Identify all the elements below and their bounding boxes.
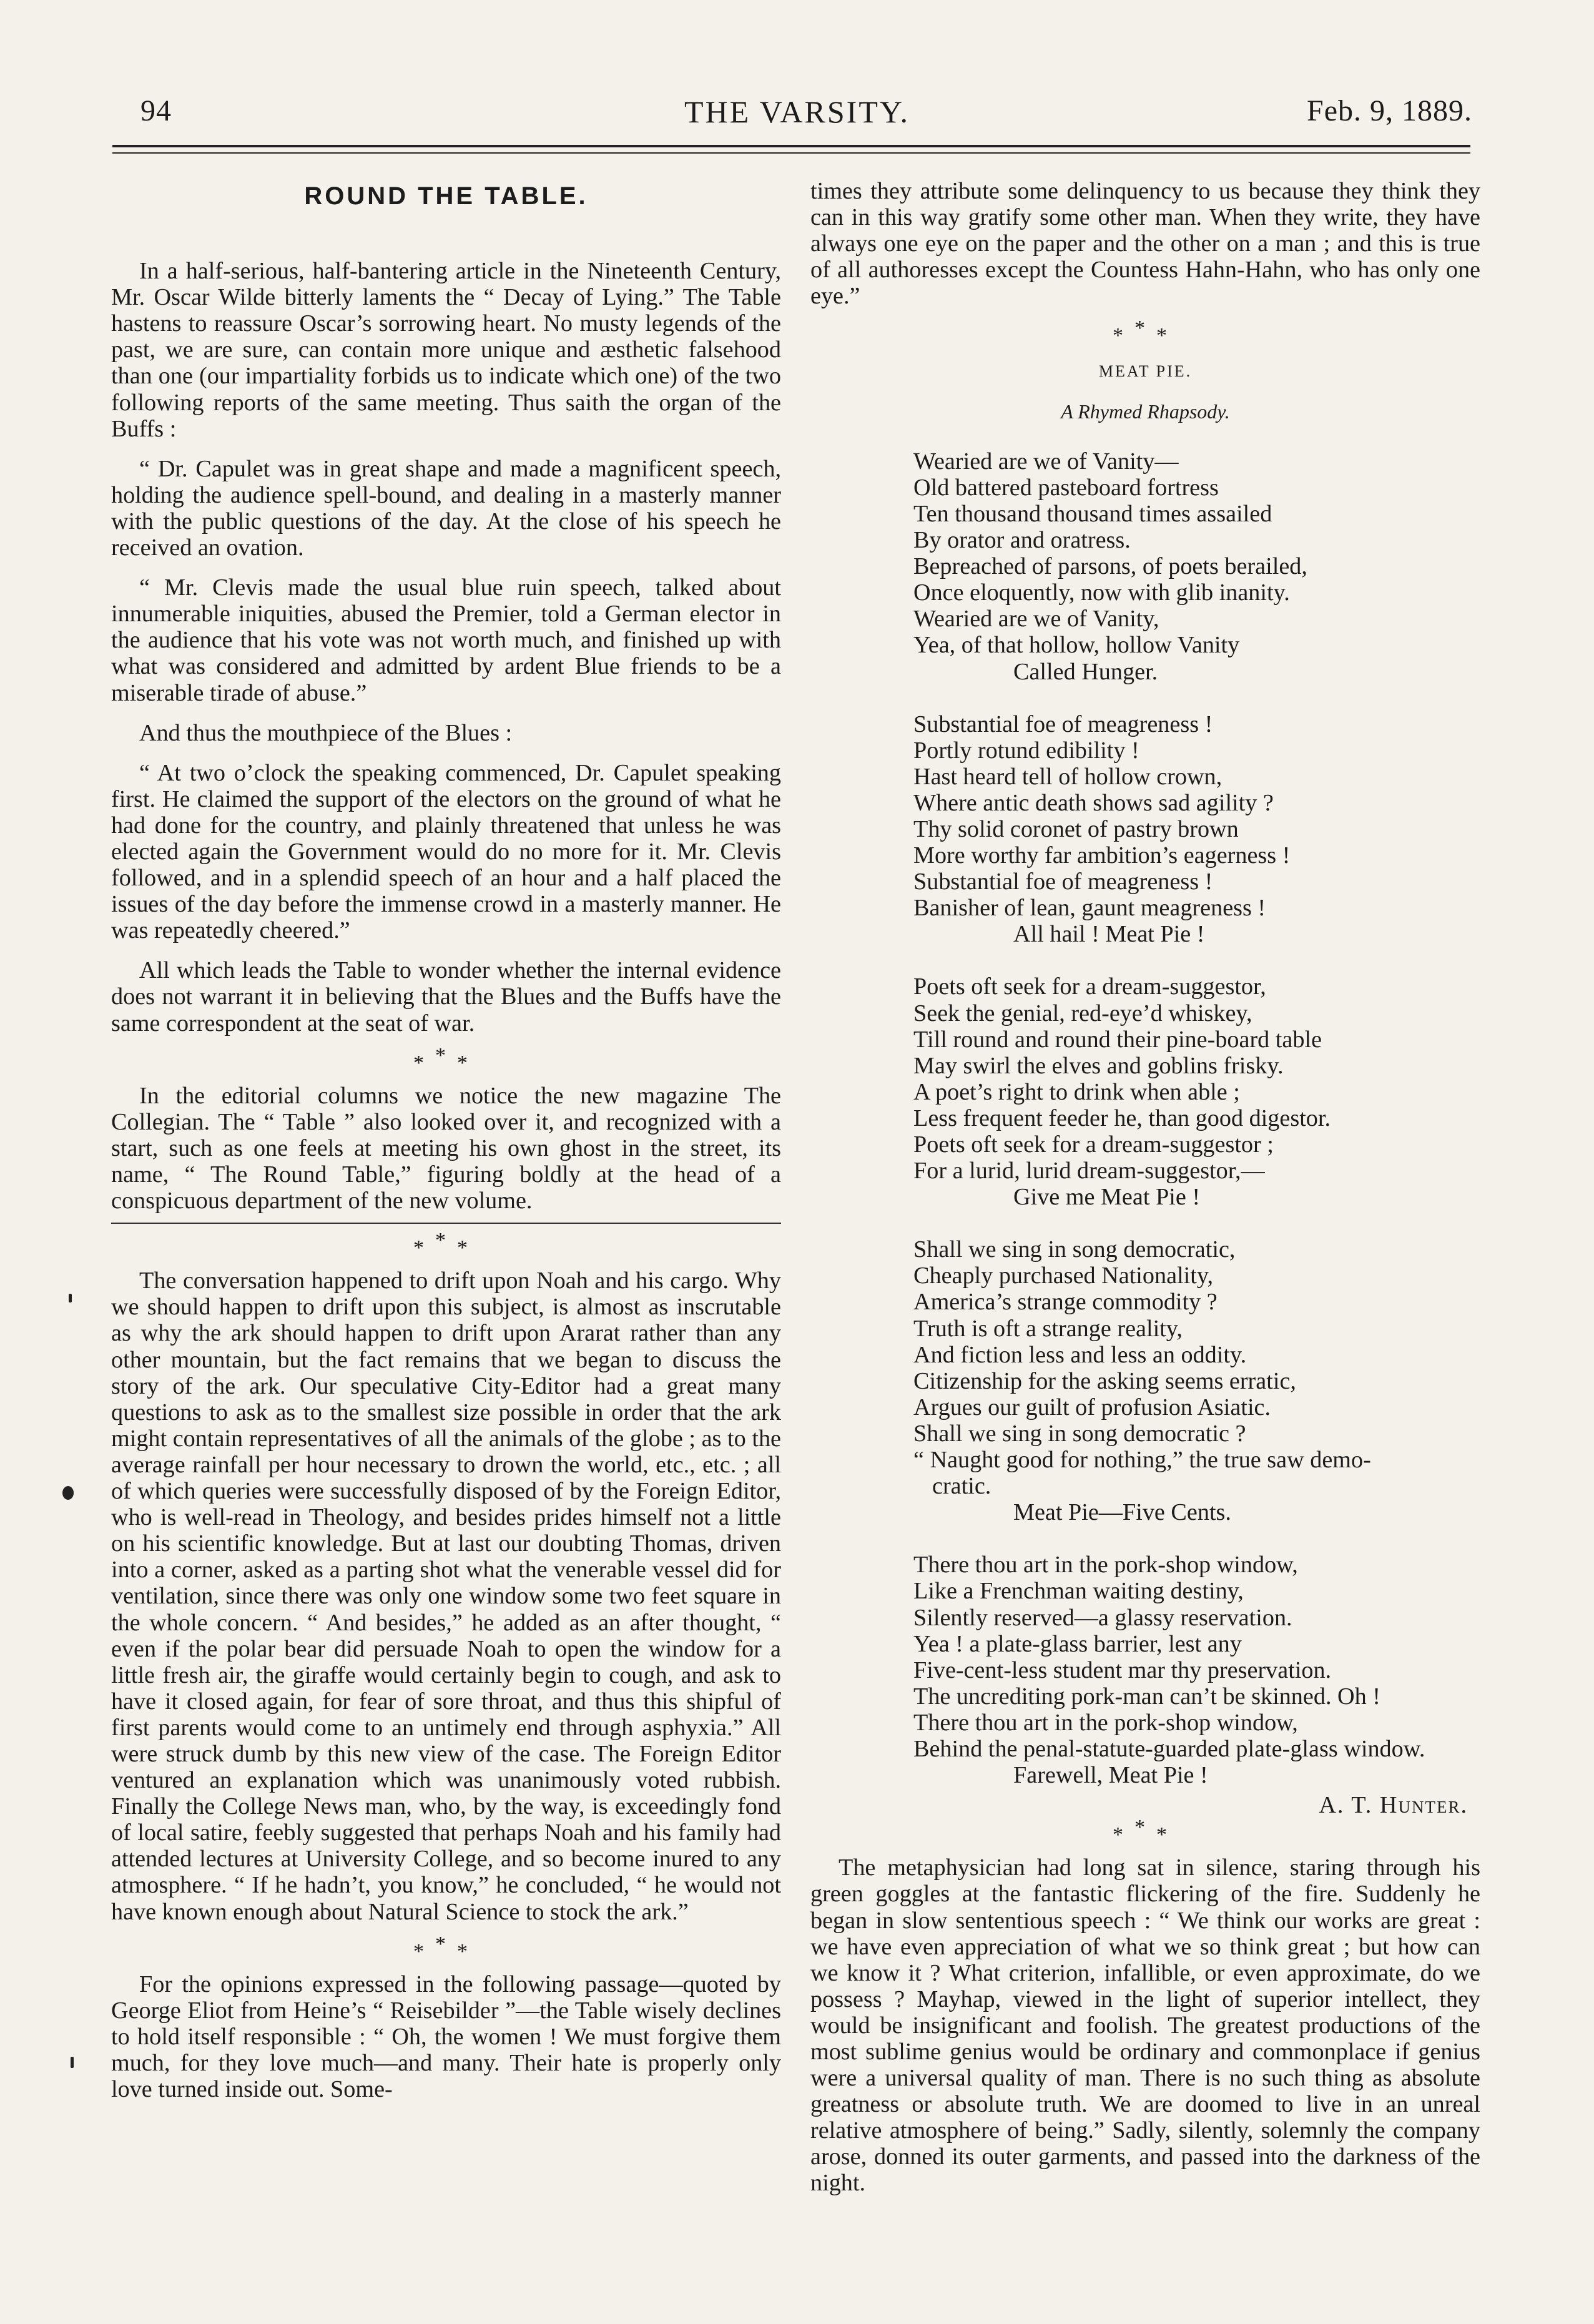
section-separator: *** [413,1043,479,1075]
paragraph: times they attribute some delinquency to us because they think they can in this way gratify some other man. When they write, they have always one eye on the paper and the other on a man ; and this is true of all authoresses except the Countess Hahn-Hahn, who has only one eye.” [810,178,1480,310]
poem-line: Till round and round their pine-board table [913,1026,1322,1053]
article-title: ROUND THE TABLE. [304,182,588,210]
poem-line: America’s strange commodity ? [913,1289,1218,1316]
poem-line: Less frequent feeder he, than good digestor. [913,1105,1331,1131]
author-signature: A. T. Hunter. [1319,1792,1468,1819]
section-separator: *** [413,1932,479,1963]
poem-line: Old battered pasteboard fortress [913,474,1219,501]
poem [913,448,1480,1788]
stanza [913,448,1480,685]
poem-line: Banisher of lean, gaunt meagreness ! [913,895,1266,922]
poem-line: “ Naught good for nothing,” the true saw demo- [913,1447,1371,1474]
poem-line: Shall we sing in song democratic ? [913,1420,1246,1447]
left-column [111,178,781,2116]
ink-spot [69,1294,72,1302]
poem-line: Yea, of that hollow, hollow Vanity [913,632,1240,659]
poem-line: Hast heard tell of hollow crown, [913,763,1223,790]
poem-line: More worthy far ambition’s eagerness ! [913,842,1291,869]
poem-line: Wearied are we of Vanity— [913,448,1179,475]
stanza [913,1552,1480,1788]
paragraph: The conversation happened to drift upon Noah and his cargo. Why we should happen to drift upon this subject, is almost as inscrutable as why the ark should happen to drift upon Ararat rather than any other mountain, but the fact remains that we began to discuss the story of the ark. Our speculative City-Editor had a great many questions to ask as to the smallest size possible in order that the ark might contain representatives of all the animals of the globe ; as to the average rainfall per hour necessary to drown the world, etc., etc. ; all of which queries were successfully disposed of by the Foreign Editor, who is well-read in Theology, and besides prides himself not a little on his scientific knowledge. But at last our doubting Thomas, driven into a corner, asked as a parting shot what the venerable vessel did for ventilation, since there was only one window some two feet square in the whole concern. “ And besides,” he added as an after thought, “ even if the polar bear did persuade Noah to open the window for a little fresh air, the giraffe would certainly begin to cough, and ask to have it closed again, for fear of sore throat, and thus this shipful of first parents would come to an untimely end through asphyxia.” All were struck dumb by this new view of the case. The Foreign Editor ventured an explanation which was unanimously voted rubbish. Finally the College News man, who, by the way, is exceedingly fond of local satire, feebly suggested that perhaps Noah and his family had attended lectures at University College, and so become inured to any atmosphere. “ If he hadn’t, you know,” he concluded, “ he would not have known enough about Natural Science to stock the ark.” [111,1268,781,1925]
section-separator: *** [1113,1816,1178,1847]
poem-line: And fiction less and less an oddity. [913,1341,1247,1368]
poem-line: All hail ! Meat Pie ! [1013,921,1205,948]
poem-line: Seek the genial, red-eye’d whiskey, [913,1000,1252,1027]
paragraph: In the editorial columns we notice the new magazine The Collegian. The “ Table ” also looked over it, and recognized with a start, such as one feels at meeting his own ghost in the street, its name, “ The Round Table,” figuring boldly at the head of a conspicuous department of the new volume. [111,1082,781,1214]
ink-spot [71,2057,74,2068]
poem-line: Wearied are we of Vanity, [913,606,1159,633]
issue-date: Feb. 9, 1889. [1307,94,1472,127]
poem-line: Give me Meat Pie ! [1013,1184,1201,1211]
poem-line: Behind the penal-statute-guarded plate-glass window. [913,1735,1425,1762]
poem-line: Thy solid coronet of pastry brown [913,815,1239,842]
poem-line: Argues our guilt of profusion Asiatic. [913,1394,1271,1420]
poem-line: Silently reserved—a glassy reservation. [913,1604,1292,1631]
divider [111,1223,781,1224]
poem-line: Where antic death shows sad agility ? [913,789,1274,816]
header-rule [112,145,1470,147]
poem-line: Cheaply purchased Nationality, [913,1263,1214,1289]
page-number: 94 [140,94,172,127]
poem-line: The uncrediting pork-man can’t be skinned. Oh ! [913,1683,1380,1710]
poem-line: Once eloquently, now with glib inanity. [913,579,1290,606]
paragraph: In a half-serious, half-bantering article in the Nineteenth Century, Mr. Oscar Wilde bitterly laments the “ Decay of Lying.” The Table hastens to reassure Oscar’s sorrowing heart. No musty legends of the past, we are sure, can contain more unique and æsthetic falsehood than one (our impartiality forbids us to indicate which one) of the two following reports of the same meeting. Thus saith the organ of the Buffs : [111,258,781,442]
paragraph: “ Mr. Clevis made the usual blue ruin speech, talked about innumerable iniquities, abused the Premier, told a German elector in the audience that his vote was not worth much, and finished up with what was considered and admitted by ardent Blue friends to be a miserable tirade of abuse.” [111,574,781,706]
poem-line: Portly rotund edibility ! [913,737,1139,764]
paragraph: For the opinions expressed in the following passage—quoted by George Eliot from Heine’s “ Reisebilder ”—the Table wisely declines to hold itself responsible : “ Oh, the women ! We must forgive them much, for they love much—and many. Their hate is properly only love turned inside out. Some- [111,1971,781,2103]
poem-line: Farewell, Meat Pie ! [1013,1762,1208,1789]
poem-line: Poets oft seek for a dream-suggestor ; [913,1131,1274,1158]
stanza [913,711,1480,948]
poem-line: Yea ! a plate-glass barrier, lest any [913,1630,1242,1657]
right-column [810,178,1480,2210]
poem-title: MEAT PIE. [1098,362,1193,380]
section-separator: *** [413,1229,479,1260]
header-rule-thin [112,152,1470,154]
section-separator: *** [1113,317,1178,348]
poem-line: cratic. [932,1473,991,1500]
poem-line: Citizenship for the asking seems erratic, [913,1367,1296,1394]
poem-line: Substantial foe of meagreness ! [913,869,1213,895]
poem-line: For a lurid, lurid dream-suggestor,— [913,1158,1265,1184]
paragraph: The metaphysician had long sat in silence, staring through his green goggles at the fantastic flickering of the fire. Suddenly he began in slow sententious speech : “ We think our works are great : we have even appreciation of what we so think great ; but how can we know it ? What criterion, infallible, or even approximate, do we possess ? Mayhap, viewed in the light of superior intellect, they would be insignificant and foolish. The greatest productions of the most sublime genius would be ordinary and commonplace if genius were a universal quality of man. There is no such thing as absolute greatness or absolute truth. We are doomed to live in an unreal relative atmosphere of being.” Sadly, silently, solemnly the company arose, donned its outer garments, and passed into the darkness of the night. [810,1854,1480,2197]
poem-line: Substantial foe of meagreness ! [913,711,1213,737]
poem-subtitle: A Rhymed Rhapsody. [1061,400,1230,423]
stanza [913,973,1480,1210]
poem-line: Ten thousand thousand times assailed [913,500,1272,527]
paragraph: “ At two o’clock the speaking commenced, Dr. Capulet speaking first. He claimed the support of the electors on the ground of what he had done for the country, and plainly threatened that unless he was elected again the Government would do no more for it. Mr. Clevis followed, and in a splendid speech of an hour and a half placed the issues of the day before the immense crowd in a masterly manner. He was repeatedly cheered.” [111,759,781,944]
paragraph: “ Dr. Capulet was in great shape and made a magnificent speech, holding the audience spell-bound, and dealing in a masterly manner with the public questions of the day. At the close of his speech he received an ovation. [111,455,781,561]
masthead-title: THE VARSITY. [684,94,910,129]
stanza [913,1236,1480,1525]
ink-spot [62,1486,74,1500]
poem-line: There thou art in the pork-shop window, [913,1552,1298,1578]
poem-line: Poets oft seek for a dream-suggestor, [913,973,1266,1000]
paragraph: And thus the mouthpiece of the Blues : [139,719,513,746]
poem-line: Called Hunger. [1013,658,1158,685]
poem-line: A poet’s right to drink when able ; [913,1078,1240,1105]
poem-line: Like a Frenchman waiting destiny, [913,1578,1244,1605]
poem-line: Shall we sing in song democratic, [913,1236,1236,1263]
poem-line: Truth is oft a strange reality, [913,1315,1183,1342]
paragraph: All which leads the Table to wonder whether the internal evidence does not warrant it in believing that the Blues and the Buffs have the same correspondent at the seat of war. [111,957,781,1036]
poem-line: Five-cent-less student mar thy preservation. [913,1657,1332,1683]
poem-line: There thou art in the pork-shop window, [913,1709,1298,1736]
poem-line: May swirl the elves and goblins frisky. [913,1052,1284,1079]
poem-line: By orator and oratress. [913,527,1131,554]
poem-line: Meat Pie—Five Cents. [1013,1499,1231,1526]
poem-line: Bepreached of parsons, of poets berailed, [913,553,1307,580]
